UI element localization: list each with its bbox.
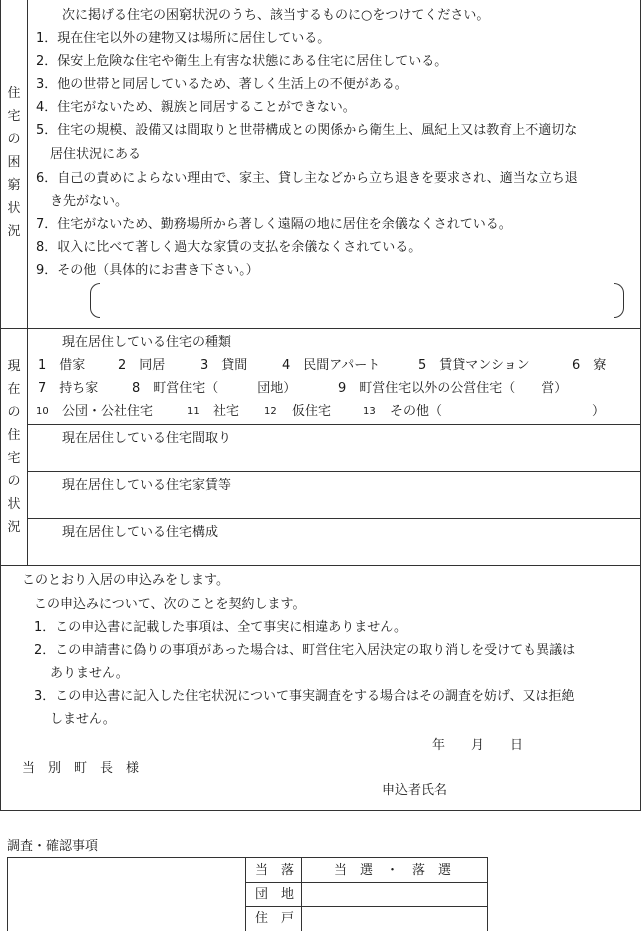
label-column-divider-1 [27,0,28,329]
housing-type-3: 3 貸間 [200,358,248,373]
housing-type-8: 8 町営住宅（ 団地） [132,381,297,396]
housing-type-1: 1 借家 [38,358,86,373]
housing-type-5: 5 賃貸マンション [418,358,530,373]
contract-clause-3-cont: しません。 [50,712,116,727]
housing-rent-field[interactable] [28,497,640,517]
housing-type-12-number: 12 [264,406,277,417]
application-date: 年 月 日 [432,738,524,753]
housing-type-13-number: 13 [363,406,376,417]
contract-statement: この申込みについて、次のことを契約します。 [34,597,306,612]
difficulty-item-6: 6．自己の責めによらない理由で、家主、貸し主などから立ち退きを要求され、適当な立ち退 [36,171,578,186]
housing-difficulty-label: 住 宅 の 困 窮 状 況 [7,86,21,239]
addressee: 当 別 町 長 様 [22,761,140,776]
housing-type-7: 7 持ち家 [38,381,99,396]
difficulty-item-7: 7．住宅がないため、勤務場所から著しく遠隔の地に居住を余儀なくされている。 [36,217,512,232]
label-column-divider-2 [27,328,28,566]
difficulty-item-8: 8．収入に比べて著しく過大な家賃の支払を余儀なくされている。 [36,240,422,255]
contract-clause-2: 2．この申請書に偽りの事項があった場合は、町営住宅入居決定の取り消しを受けても異議は [34,643,576,658]
housing-type-heading: 現在居住している住宅の種類 [62,335,232,350]
survey-table-col-1 [245,857,246,931]
row-divider-composition [27,518,641,519]
frame-right [640,0,641,811]
survey-value-complex[interactable] [302,883,487,905]
row-divider-layout [27,424,641,425]
survey-label-unit: 住 戸 [255,911,295,926]
housing-composition-heading: 現在居住している住宅構成 [62,525,219,540]
housing-type-13: その他（ [390,404,443,419]
difficulty-item-2: 2．保安上危険な住宅や衛生上有害な状態にある住宅に居住している。 [36,54,448,69]
housing-type-10: 公団・公社住宅 [62,404,154,419]
housing-type-2: 2 同居 [118,358,166,373]
survey-table-right [487,857,488,931]
housing-layout-heading: 現在居住している住宅間取り [62,431,232,446]
housing-type-11-number: 11 [187,406,200,417]
difficulty-item-5: 5．住宅の規模、設備又は間取りと世帯構成との関係から衛生上、風紀上又は教育上不適切な [36,123,578,138]
difficulty-item-9: 9．その他（具体的にお書き下さい。） [36,263,259,278]
instruction-text: 次に掲げる住宅の困窮状況のうち、該当するものに○をつけてください。 [62,8,490,23]
housing-type-6: 6 寮 [572,358,607,373]
housing-composition-field[interactable] [28,544,640,564]
survey-notes-field[interactable] [8,858,244,931]
housing-rent-heading: 現在居住している住宅家賃等 [62,478,232,493]
housing-type-4: 4 民間アパート [282,358,381,373]
survey-label-result: 当 落 [255,863,295,878]
difficulty-item-1: 1．現在住宅以外の建物又は場所に居住している。 [36,31,331,46]
survey-label-complex: 団 地 [255,887,295,902]
housing-type-12: 仮住宅 [292,404,332,419]
contract-clause-2-cont: ありません。 [50,666,129,681]
contract-clause-3: 3．この申込書に記入した住宅状況について事実調査をする場合はその調査を妨げ、又は拒絶 [34,689,575,704]
difficulty-item-3: 3．他の世帯と同居しているため、著しく生活上の不便がある。 [36,77,408,92]
difficulty-item-6-cont: き先がない。 [50,194,129,209]
application-statement: このとおり入居の申込みをします。 [22,573,229,588]
applicant-name-label: 申込者氏名 [382,783,448,798]
other-detail-bracket-right [614,283,624,318]
other-detail-bracket-left [90,283,100,318]
section-divider-1 [0,328,641,329]
housing-layout-field[interactable] [28,450,640,470]
section-divider-2 [0,565,641,566]
housing-type-9: 9 町営住宅以外の公営住宅（ 営） [338,381,568,396]
applicant-name-field[interactable] [452,780,632,802]
housing-type-10-number: 10 [36,406,49,417]
housing-type-11: 社宅 [213,404,240,419]
other-detail-field[interactable] [102,284,612,317]
row-divider-rent [27,471,641,472]
housing-type-13-close: ） [592,404,606,419]
survey-heading: 調査・確認事項 [7,839,99,854]
difficulty-item-4: 4．住宅がないため、親族と同居することができない。 [36,100,356,115]
contract-clause-1: 1．この申込書に記載した事項は、全て事実に相違ありません。 [34,620,408,635]
frame-bottom [0,810,641,811]
current-housing-label: 現 在 の 住 宅 の 状 況 [7,359,21,535]
survey-value-result[interactable]: 当 選 ・ 落 選 [334,863,452,878]
survey-value-unit[interactable] [302,907,487,929]
difficulty-item-5-cont: 居住状況にある [50,147,142,162]
